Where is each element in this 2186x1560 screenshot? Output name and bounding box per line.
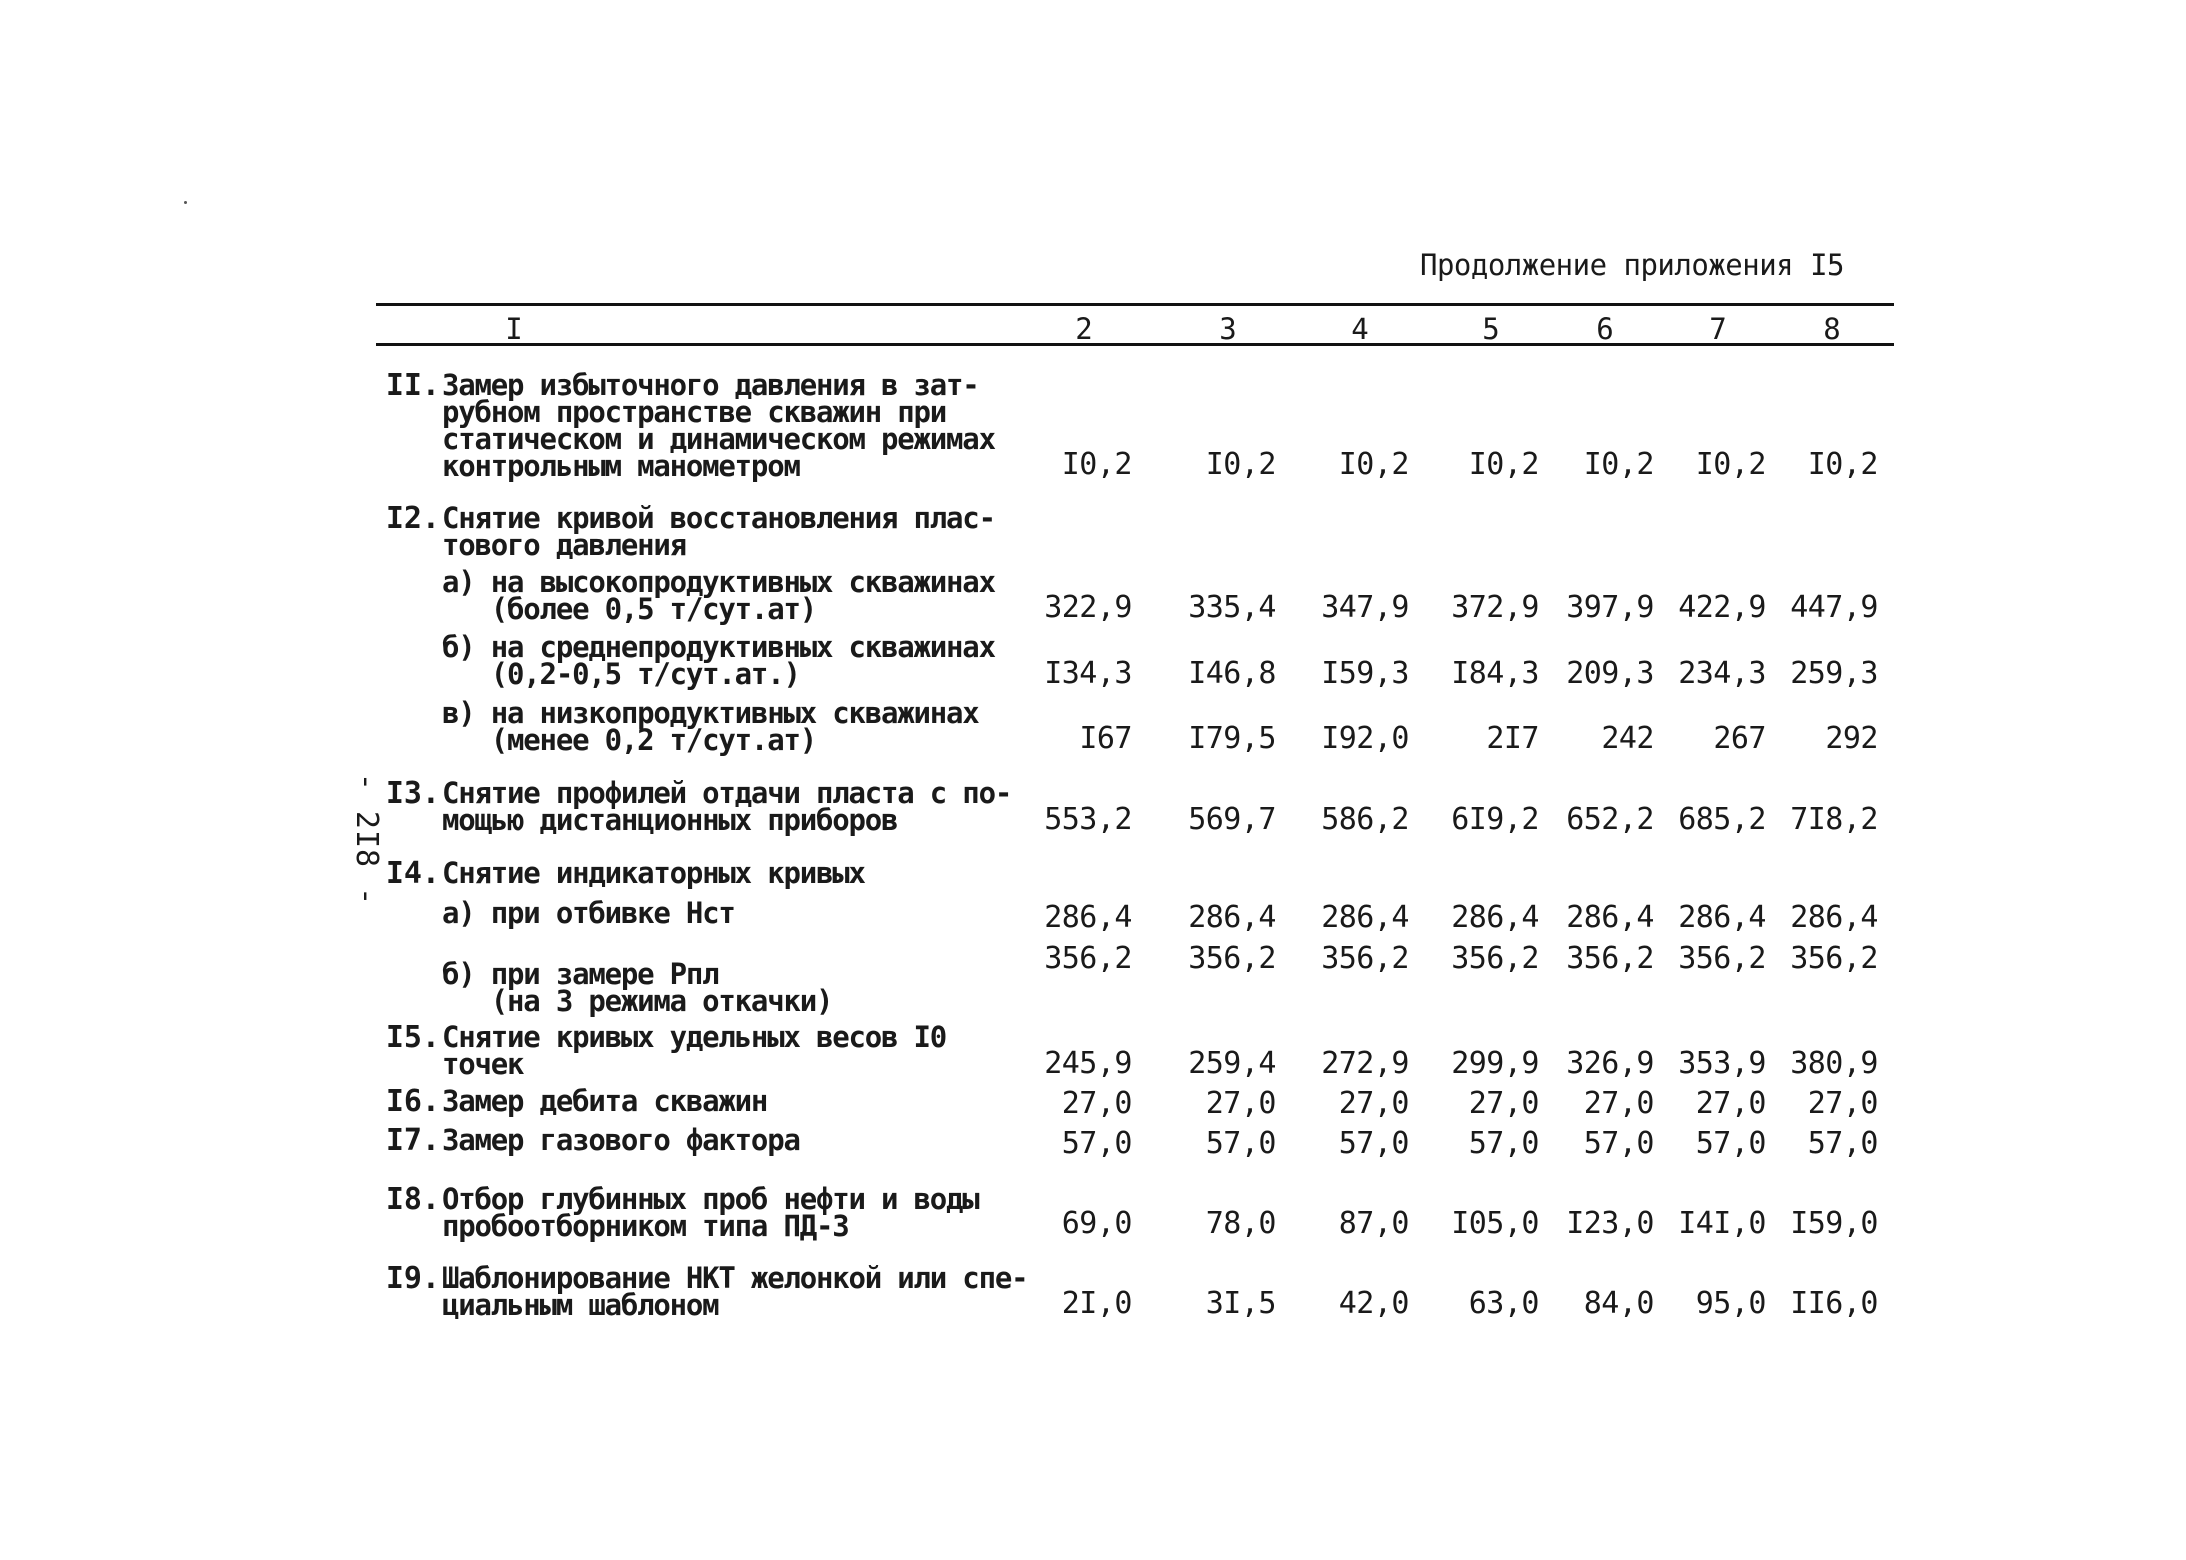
cell-value: 63,0 — [1468, 1286, 1539, 1321]
row-description: Снятие кривой восстановления плас- тового давления — [442, 501, 995, 562]
row-description: Замер газового фактора — [442, 1123, 800, 1157]
column-header-5: 5 — [1482, 312, 1500, 346]
cell-value: I46,8 — [1188, 656, 1276, 691]
column-header-2: 2 — [1075, 312, 1093, 346]
cell-value: 353,9 — [1678, 1046, 1766, 1081]
row-number: II. — [385, 368, 440, 403]
cell-value: 286,4 — [1044, 900, 1132, 935]
cell-value: 27,0 — [1583, 1086, 1654, 1121]
cell-value: I0,2 — [1695, 447, 1766, 482]
cell-value: 272,9 — [1321, 1046, 1409, 1081]
table-top-rule — [376, 303, 1894, 306]
cell-value: 685,2 — [1678, 802, 1766, 837]
cell-value: 553,2 — [1044, 802, 1132, 837]
cell-value: 27,0 — [1468, 1086, 1539, 1121]
cell-value: 27,0 — [1061, 1086, 1132, 1121]
column-header-3: 3 — [1219, 312, 1237, 346]
cell-value: 286,4 — [1566, 900, 1654, 935]
cell-value: 397,9 — [1566, 590, 1654, 625]
cell-value: 286,4 — [1790, 900, 1878, 935]
row-description: Отбор глубинных проб нефти и воды пробоотборником типа ПД-3 — [442, 1182, 979, 1243]
row-number: I4. — [385, 856, 440, 891]
row-description: Снятие кривых удельных весов I0 точек — [442, 1020, 947, 1081]
cell-value: 292 — [1825, 721, 1878, 756]
cell-value: 245,9 — [1044, 1046, 1132, 1081]
cell-value: 652,2 — [1566, 802, 1654, 837]
cell-value: 286,4 — [1321, 900, 1409, 935]
cell-value: 27,0 — [1807, 1086, 1878, 1121]
row-description: в) на низкопродуктивных скважинах (менее 0,2 т/сут.ат) — [442, 696, 979, 757]
cell-value: 84,0 — [1583, 1286, 1654, 1321]
cell-value: I0,2 — [1338, 447, 1409, 482]
cell-value: I59,3 — [1321, 656, 1409, 691]
cell-value: 299,9 — [1451, 1046, 1539, 1081]
cell-value: 209,3 — [1566, 656, 1654, 691]
cell-value: 322,9 — [1044, 590, 1132, 625]
cell-value: 356,2 — [1188, 941, 1276, 976]
cell-value: I84,3 — [1451, 656, 1539, 691]
cell-value: I34,3 — [1044, 656, 1132, 691]
cell-value: 356,2 — [1678, 941, 1766, 976]
row-number: I3. — [385, 776, 440, 811]
cell-value: 57,0 — [1468, 1126, 1539, 1161]
cell-value: 356,2 — [1451, 941, 1539, 976]
row-description: а) на высокопродуктивных скважинах (более 0,5 т/сут.ат) — [442, 565, 995, 626]
cell-value: 27,0 — [1338, 1086, 1409, 1121]
cell-value: 242 — [1601, 721, 1654, 756]
cell-value: 372,9 — [1451, 590, 1539, 625]
cell-value: 569,7 — [1188, 802, 1276, 837]
cell-value: 2I,0 — [1061, 1286, 1132, 1321]
row-number: I7. — [385, 1123, 440, 1158]
cell-value: 57,0 — [1695, 1126, 1766, 1161]
cell-value: I67 — [1079, 721, 1132, 756]
cell-value: 57,0 — [1807, 1126, 1878, 1161]
cell-value: II6,0 — [1790, 1286, 1878, 1321]
row-description: б) на среднепродуктивных скважинах (0,2-0,5 т/сут.ат.) — [442, 630, 995, 691]
row-description: Шаблонирование НКТ желонкой или спе- циальным шаблоном — [442, 1261, 1028, 1322]
cell-value: 286,4 — [1188, 900, 1276, 935]
cell-value: 356,2 — [1566, 941, 1654, 976]
scan-speck — [184, 201, 187, 204]
cell-value: 286,4 — [1678, 900, 1766, 935]
cell-value: 234,3 — [1678, 656, 1766, 691]
row-description: Замер дебита скважин — [442, 1084, 768, 1118]
page-number: - 2I8 - — [349, 772, 385, 907]
column-header-8: 8 — [1823, 312, 1841, 346]
cell-value: 7I8,2 — [1790, 802, 1878, 837]
row-number: I9. — [385, 1261, 440, 1296]
cell-value: 347,9 — [1321, 590, 1409, 625]
cell-value: I0,2 — [1468, 447, 1539, 482]
table-header-rule — [376, 343, 1894, 346]
cell-value: 57,0 — [1583, 1126, 1654, 1161]
row-number: I8. — [385, 1182, 440, 1217]
cell-value: 356,2 — [1321, 941, 1409, 976]
row-number: I2. — [385, 501, 440, 536]
row-description: Снятие профилей отдачи пласта с по- мощью дистанционных приборов — [442, 776, 1012, 837]
cell-value: 2I7 — [1486, 721, 1539, 756]
cell-value: 87,0 — [1338, 1206, 1409, 1241]
cell-value: 57,0 — [1061, 1126, 1132, 1161]
cell-value: I0,2 — [1061, 447, 1132, 482]
cell-value: 259,3 — [1790, 656, 1878, 691]
cell-value: 95,0 — [1695, 1286, 1766, 1321]
page-heading: Продолжение приложения I5 — [1420, 248, 1844, 282]
row-description: Замер избыточного давления в зат- рубном пространстве скважин при статическом и динамическом режимах контрольным манометром — [442, 368, 995, 483]
column-header-4: 4 — [1351, 312, 1369, 346]
cell-value: 27,0 — [1205, 1086, 1276, 1121]
cell-value: 69,0 — [1061, 1206, 1132, 1241]
cell-value: 286,4 — [1451, 900, 1539, 935]
cell-value: 586,2 — [1321, 802, 1409, 837]
cell-value: 356,2 — [1044, 941, 1132, 976]
cell-value: 78,0 — [1205, 1206, 1276, 1241]
row-description: а) при отбивке Нст — [442, 896, 735, 930]
cell-value: 447,9 — [1790, 590, 1878, 625]
cell-value: 42,0 — [1338, 1286, 1409, 1321]
cell-value: I59,0 — [1790, 1206, 1878, 1241]
cell-value: I0,2 — [1807, 447, 1878, 482]
cell-value: I23,0 — [1566, 1206, 1654, 1241]
cell-value: 356,2 — [1790, 941, 1878, 976]
cell-value: 326,9 — [1566, 1046, 1654, 1081]
cell-value: 3I,5 — [1205, 1286, 1276, 1321]
row-number: I6. — [385, 1084, 440, 1119]
cell-value: 57,0 — [1338, 1126, 1409, 1161]
row-number: I5. — [385, 1020, 440, 1055]
row-description: б) при замере Рпл (на 3 режима откачки) — [442, 957, 833, 1018]
cell-value: 6I9,2 — [1451, 802, 1539, 837]
cell-value: 267 — [1713, 721, 1766, 756]
cell-value: 380,9 — [1790, 1046, 1878, 1081]
row-description: Снятие индикаторных кривых — [442, 856, 865, 890]
column-header-1: I — [505, 312, 523, 346]
column-header-7: 7 — [1709, 312, 1727, 346]
cell-value: 27,0 — [1695, 1086, 1766, 1121]
cell-value: I92,0 — [1321, 721, 1409, 756]
cell-value: 259,4 — [1188, 1046, 1276, 1081]
cell-value: 335,4 — [1188, 590, 1276, 625]
column-header-6: 6 — [1596, 312, 1614, 346]
cell-value: I4I,0 — [1678, 1206, 1766, 1241]
cell-value: I0,2 — [1205, 447, 1276, 482]
cell-value: I05,0 — [1451, 1206, 1539, 1241]
cell-value: 422,9 — [1678, 590, 1766, 625]
cell-value: I0,2 — [1583, 447, 1654, 482]
cell-value: 57,0 — [1205, 1126, 1276, 1161]
cell-value: I79,5 — [1188, 721, 1276, 756]
